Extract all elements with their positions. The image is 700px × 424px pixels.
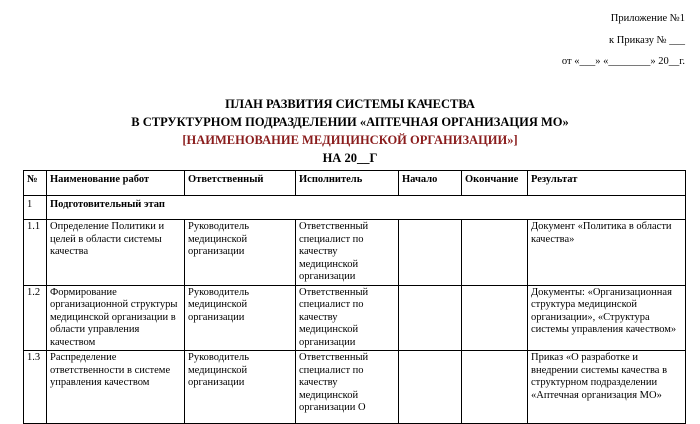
row-num: 1.1 [24, 220, 47, 286]
row-executor: Ответственный специалист по качеству медицинской организации [296, 285, 399, 351]
header-responsible: Ответственный [185, 171, 296, 196]
table-row [24, 220, 686, 286]
row-result: Приказ «О разработке и внедрении системы качества в структурном подразделении «Аптечная организация МО» [528, 351, 686, 424]
row-start [399, 285, 462, 351]
row-responsible: Руководитель медицинской организации [185, 285, 296, 351]
row-end [462, 220, 528, 286]
header-start: Начало [399, 171, 462, 196]
section-row [24, 196, 686, 220]
row-num: 1.2 [24, 285, 47, 351]
row-responsible: Руководитель медицинской организации [185, 220, 296, 286]
row-start [399, 220, 462, 286]
order-number-line: к Приказу № ___ [609, 35, 685, 46]
header-end: Окончание [462, 171, 528, 196]
plan-table [23, 170, 686, 424]
row-num: 1.3 [24, 351, 47, 424]
header-result: Результат [528, 171, 686, 196]
order-date-line: от «___» «________» 20__г. [561, 56, 685, 67]
title-line-2: В СТРУКТУРНОМ ПОДРАЗДЕЛЕНИИ «АПТЕЧНАЯ ОРГАНИЗАЦИЯ МО» [131, 115, 569, 129]
header-executor: Исполнитель [296, 171, 399, 196]
title-year: НА 20__Г [322, 151, 378, 165]
row-executor: Ответственный специалист по качеству медицинской организации О [296, 351, 399, 424]
row-start [399, 351, 462, 424]
table-header-row [24, 171, 686, 196]
table-row [24, 285, 686, 351]
annex-label: Приложение №1 [610, 13, 685, 24]
row-executor: Ответственный специалист по качеству медицинской организации [296, 220, 399, 286]
row-responsible: Руководитель медицинской организации [185, 351, 296, 424]
row-name: Распределение ответственности в системе управления качеством [47, 351, 185, 424]
section-num: 1 [24, 196, 47, 220]
row-end [462, 351, 528, 424]
header-num: № [24, 171, 47, 196]
table-row [24, 351, 686, 424]
row-result: Документ «Политика в области качества» [528, 220, 686, 286]
document-title [0, 95, 700, 167]
title-line-1: ПЛАН РАЗВИТИЯ СИСТЕМЫ КАЧЕСТВА [225, 97, 475, 111]
section-label: Подготовительный этап [47, 196, 686, 220]
header-name: Наименование работ [47, 171, 185, 196]
row-result: Документы: «Организационная структура медицинской организации», «Структура системы управления качеством» [528, 285, 686, 351]
row-end [462, 285, 528, 351]
row-name: Формирование организационной структуры медицинской организации в области управления качеством [47, 285, 185, 351]
organization-name-placeholder: [НАИМЕНОВАНИЕ МЕДИЦИНСКОЙ ОРГАНИЗАЦИИ»] [182, 133, 518, 147]
row-name: Определение Политики и целей в области системы качества [47, 220, 185, 286]
